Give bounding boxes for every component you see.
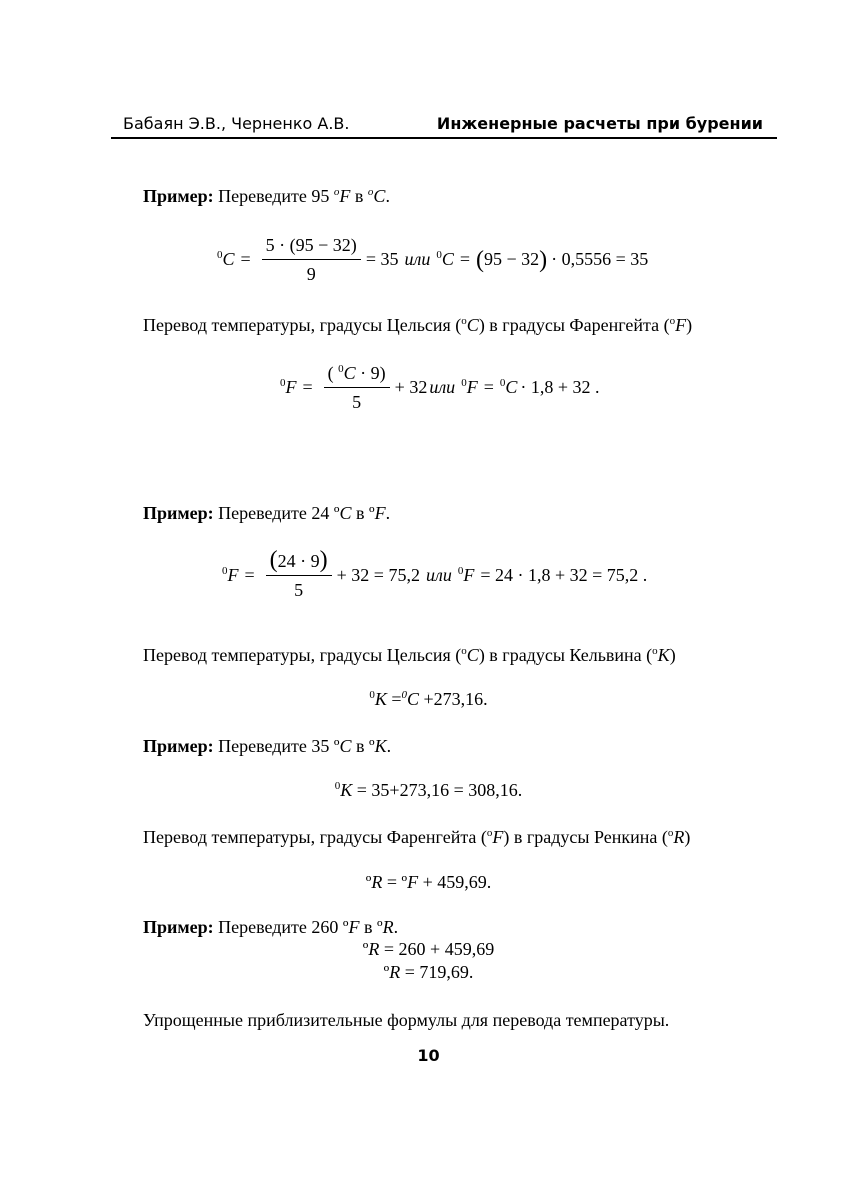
header-rule	[111, 137, 777, 139]
formula-celsius-to-fahrenheit: $^0$F = $\frac{( ^0C \cdot 9)}{5}$ + 32 или $^0$F = $^0$C · 1,8 + 32 .	[280, 363, 600, 412]
example-label: Пример:	[143, 186, 214, 206]
formula-example-1: $^0$C = $\frac{5 \cdot (95 - 32)}{9}$ = 35 или $^0$C = ( 95 − 32 ) · 0,5556 = 35	[217, 235, 649, 284]
example-4-line-1: ºR = 260 + 459,69	[362, 939, 495, 959]
formula-example-3: $^0$K = 35+273,16 = 308,16.	[334, 780, 523, 800]
formula-example-2: $^0$F = $\frac{(24 \cdot 9)}{5}$ + 32 = 75,2 или $^0$F = 24 · 1,8 + 32 = 75,2 .	[222, 547, 648, 600]
example-label: Пример:	[143, 917, 214, 937]
conversion-fahrenheit-rankine: Перевод температуры, градусы Фаренгейта ($^o$F) в градусы Ренкина ($^o$R)	[143, 827, 691, 847]
example-3-text: Пример: Переведите 35 ºC в ºK.	[143, 736, 392, 756]
fraction: $\frac{5 \cdot (95 - 32)}{9}$	[262, 234, 361, 285]
example-2-text: Пример: Переведите 24 ºC в ºF.	[143, 503, 391, 523]
closing-text: Упрощенные приблизительные формулы для перевода температуры.	[143, 1010, 670, 1030]
example-label: Пример:	[143, 503, 214, 523]
example-label: Пример:	[143, 736, 214, 756]
fraction: $\frac{(24 \cdot 9)}{5}$	[266, 549, 332, 601]
conversion-celsius-kelvin: Перевод температуры, градусы Цельсия ($^o$C) в градусы Кельвина ($^o$K)	[143, 645, 676, 665]
formula-fahrenheit-to-rankine: ºR = ºF + 459,69.	[365, 872, 492, 892]
example-4-line-2: ºR = 719,69.	[383, 962, 474, 982]
example-1-text: Пример: Переведите 95 $^o$F в $^o$C.	[143, 186, 390, 206]
running-header-authors: Бабаян Э.В., Черненко А.В.	[123, 114, 350, 133]
conversion-celsius-fahrenheit: Перевод температуры, градусы Цельсия ($^o$C) в градусы Фаренгейта ($^o$F)	[143, 315, 693, 335]
page-number: 10	[417, 1046, 440, 1065]
fraction: $\frac{( ^0C \cdot 9)}{5}$	[324, 362, 390, 413]
formula-celsius-to-kelvin: $^0$K =$^0$C +273,16.	[369, 689, 488, 709]
running-header-title: Инженерные расчеты при бурении	[436, 114, 763, 133]
example-4-text: Пример: Переведите 260 ºF в ºR.	[143, 917, 399, 937]
